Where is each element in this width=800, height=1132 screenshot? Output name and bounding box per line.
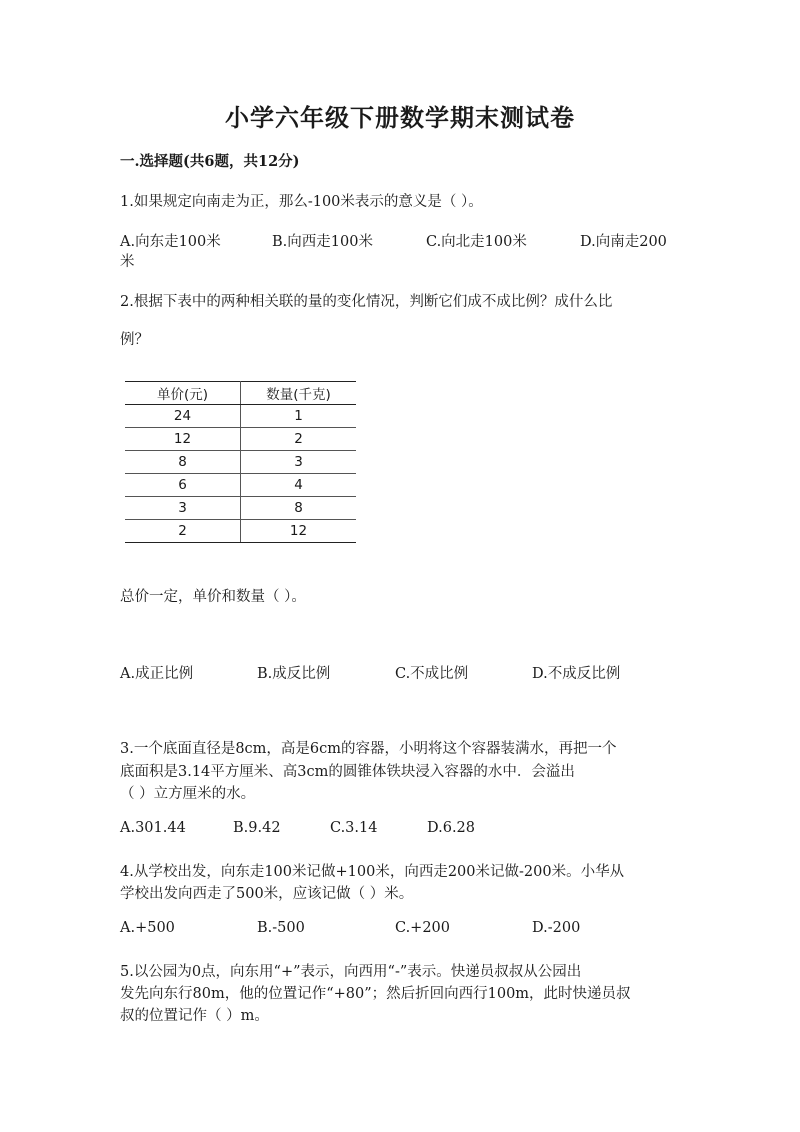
q2-option-c: C.不成比例 — [395, 666, 469, 682]
q4-option-b: B.-500 — [257, 920, 305, 936]
q1-option-b: B.向西走100米 — [272, 234, 373, 250]
q1-option-d-wrap: 米 — [120, 254, 135, 270]
q1-option-c: C.向北走100米 — [426, 234, 527, 250]
question-3-line-2: 底面积是3.14平方厘米、高3cm的圆锥体铁块浸入容器的水中．会溢出 — [120, 764, 575, 780]
q4-option-c: C.+200 — [395, 920, 451, 936]
table-cell: 12 — [125, 428, 241, 451]
question-5-line-3: 叔的位置记作（ ）m。 — [120, 1008, 269, 1024]
q3-option-a: A.301.44 — [120, 820, 186, 836]
table-row — [125, 497, 356, 520]
q1-option-a: A.向东走100米 — [120, 234, 221, 250]
table-header-quantity: 数量(千克) — [241, 382, 357, 405]
table-row — [125, 474, 356, 497]
q3-option-c: C.3.14 — [330, 820, 378, 836]
question-5-line-1: 5.以公园为0点，向东用“+”表示，向西用“-”表示。快递员叔叔从公园出 — [120, 964, 582, 980]
q4-option-a: A.+500 — [120, 920, 175, 936]
q3-option-b: B.9.42 — [233, 820, 281, 836]
table-cell: 12 — [241, 520, 357, 543]
q1-option-d: D.向南走200 — [580, 234, 667, 250]
table-row — [125, 520, 356, 543]
table-row — [125, 405, 356, 428]
table-row — [125, 451, 356, 474]
table-cell: 4 — [241, 474, 357, 497]
table-row — [125, 428, 356, 451]
page-title: 小学六年级下册数学期末测试卷 — [225, 103, 575, 132]
table-cell: 6 — [125, 474, 241, 497]
table-cell: 24 — [125, 405, 241, 428]
table-cell: 3 — [125, 497, 241, 520]
table-cell: 8 — [241, 497, 357, 520]
question-2-line-1: 2.根据下表中的两种相关联的量的变化情况，判断它们成不成比例？成什么比 — [120, 294, 613, 310]
question-4-line-2: 学校出发向西走了500米，应该记做（ ）米。 — [120, 886, 414, 902]
question-3-line-1: 3.一个底面直径是8cm，高是6cm的容器，小明将这个容器装满水，再把一个 — [120, 741, 617, 757]
q2-option-d: D.不成反比例 — [532, 666, 621, 682]
table-cell: 2 — [125, 520, 241, 543]
table-cell: 1 — [241, 405, 357, 428]
question-1: 1.如果规定向南走为正，那么-100米表示的意义是（ ）。 — [120, 194, 483, 210]
table-cell: 3 — [241, 451, 357, 474]
table-header-price: 单价(元) — [125, 382, 241, 405]
q4-option-d: D.-200 — [532, 920, 581, 936]
question-5-line-2: 发先向东行80m，他的位置记作“+80”；然后折回向西行100m，此时快递员叔 — [120, 986, 631, 1002]
question-3-line-3: （ ）立方厘米的水。 — [120, 786, 256, 802]
question-2-sub: 总价一定，单价和数量（ ）。 — [120, 589, 306, 605]
question-4-line-1: 4.从学校出发，向东走100米记做+100米，向西走200米记做-200米。小华从 — [120, 864, 625, 880]
q2-option-a: A.成正比例 — [120, 666, 194, 682]
q2-option-b: B.成反比例 — [257, 666, 331, 682]
q3-option-d: D.6.28 — [427, 820, 476, 836]
price-quantity-table — [125, 381, 356, 543]
table-cell: 2 — [241, 428, 357, 451]
question-2-line-2: 例？ — [120, 332, 149, 348]
table-cell: 8 — [125, 451, 241, 474]
section-heading: 一.选择题(共6题，共12分) — [120, 153, 300, 170]
